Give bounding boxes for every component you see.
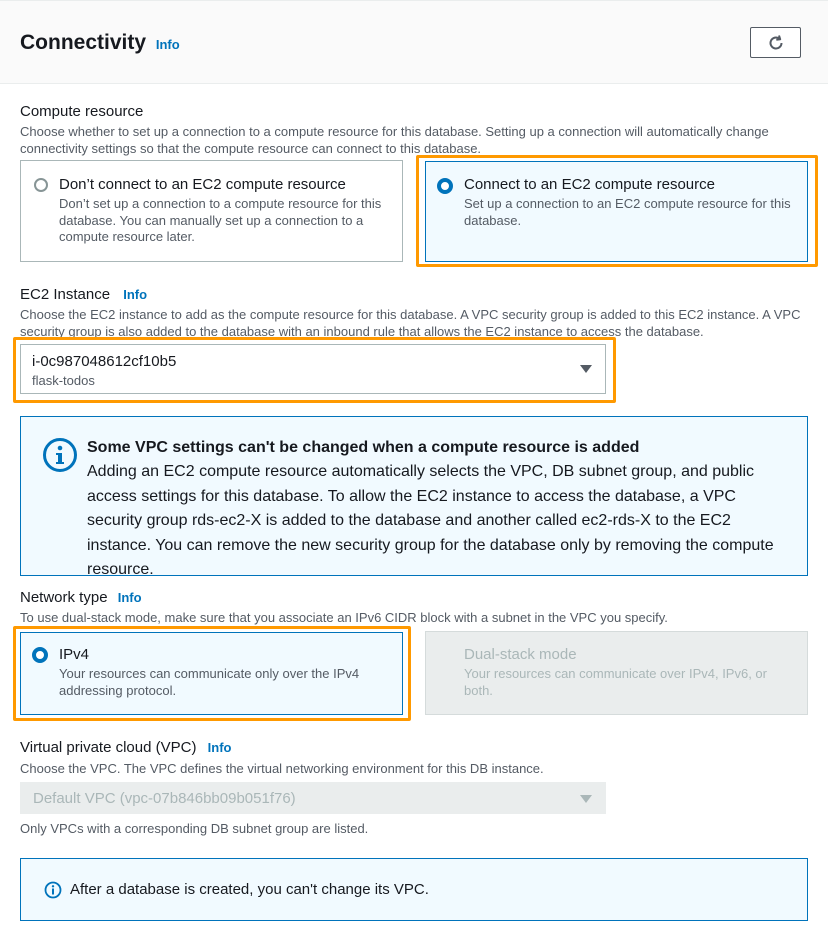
- option-dual-stack: [425, 631, 808, 715]
- option-title: Connect to an EC2 compute resource: [464, 176, 715, 193]
- network-label-text: Network type: [20, 589, 108, 606]
- option-description: Your resources can communicate over IPv4, IPv6, or both.: [464, 666, 767, 698]
- compute-resource-label: Compute resource: [20, 103, 144, 120]
- page-title: Connectivity: [20, 31, 147, 54]
- network-info-link[interactable]: Info: [117, 590, 142, 605]
- option-title: Dual-stack mode: [464, 646, 577, 663]
- option-title: Don’t connect to an EC2 compute resource: [59, 176, 346, 193]
- caret-down-icon: [579, 794, 593, 804]
- vpc-description: Choose the VPC. The VPC defines the virtual networking environment for this DB instance.: [20, 761, 544, 776]
- radio-ipv4[interactable]: [32, 647, 48, 663]
- vpc-label: [20, 739, 231, 756]
- option-connect[interactable]: [425, 161, 808, 262]
- ec2-instance-description: Choose the EC2 instance to add as the compute resource for this database. A VPC security group is added to this EC2 instance. A VPC security group is also added to the database with an inbound rule that allows the EC2 instance to access the database.: [20, 307, 801, 339]
- radio-dont-connect[interactable]: [34, 178, 48, 192]
- vpc-selected-value: Default VPC (vpc-07b846bb09b051f76): [33, 790, 296, 807]
- alert-body: Adding an EC2 compute resource automatically selects the VPC, DB subnet group, and public access settings for this database. To allow the EC2 instance to access the database, a VPC security group rds-ec2-X is added to the database and another called ec2-rds-X to the EC2 instance. You can remove the new security group for the database only by removing the compute resource.: [87, 463, 774, 578]
- ec2-selected-id: i-0c987048612cf10b5: [32, 353, 177, 370]
- vpc-info-link[interactable]: Info: [207, 740, 232, 755]
- option-ipv4[interactable]: [20, 632, 403, 715]
- ec2-instance-label: [20, 286, 147, 303]
- network-type-label: [20, 589, 142, 606]
- vpc-label-text: Virtual private cloud (VPC): [20, 739, 197, 756]
- section-title: [20, 31, 180, 55]
- vpc-alert-text: After a database is created, you can't change its VPC.: [70, 881, 429, 898]
- refresh-button[interactable]: [750, 27, 801, 58]
- refresh-icon: [766, 33, 786, 53]
- ec2-info-link[interactable]: Info: [123, 287, 148, 302]
- ec2-label-text: EC2 Instance: [20, 286, 111, 303]
- option-title: IPv4: [59, 646, 90, 663]
- ec2-instance-select[interactable]: [20, 344, 606, 394]
- vpc-settings-alert: [20, 416, 808, 576]
- vpc-select: [20, 782, 606, 814]
- vpc-hint: Only VPCs with a corresponding DB subnet group are listed.: [20, 821, 369, 836]
- info-link[interactable]: Info: [155, 37, 180, 52]
- info-circle-icon: [42, 437, 78, 473]
- compute-resource-description: Choose whether to set up a connection to a compute resource for this database. Setting up a connection will automatically change connectivity settings so that the compute resource can connect to this database.: [20, 124, 769, 156]
- network-type-description: To use dual-stack mode, make sure that you associate an IPv6 CIDR block with a subnet in the VPC you specify.: [20, 610, 668, 625]
- ec2-selected-name: flask-todos: [32, 373, 95, 388]
- option-description: Your resources can communicate only over the IPv4 addressing protocol.: [59, 666, 360, 698]
- info-circle-icon: [44, 881, 62, 899]
- radio-connect[interactable]: [437, 178, 453, 194]
- caret-down-icon: [579, 364, 593, 374]
- vpc-change-alert: [20, 858, 808, 921]
- option-description: Set up a connection to an EC2 compute resource for this database.: [464, 196, 791, 228]
- option-dont-connect[interactable]: [20, 160, 403, 262]
- alert-title: Some VPC settings can't be changed when a compute resource is added: [87, 439, 640, 456]
- option-description: Don’t set up a connection to a compute resource for this database. You can manually set up a connection to a compute resource later.: [59, 196, 382, 244]
